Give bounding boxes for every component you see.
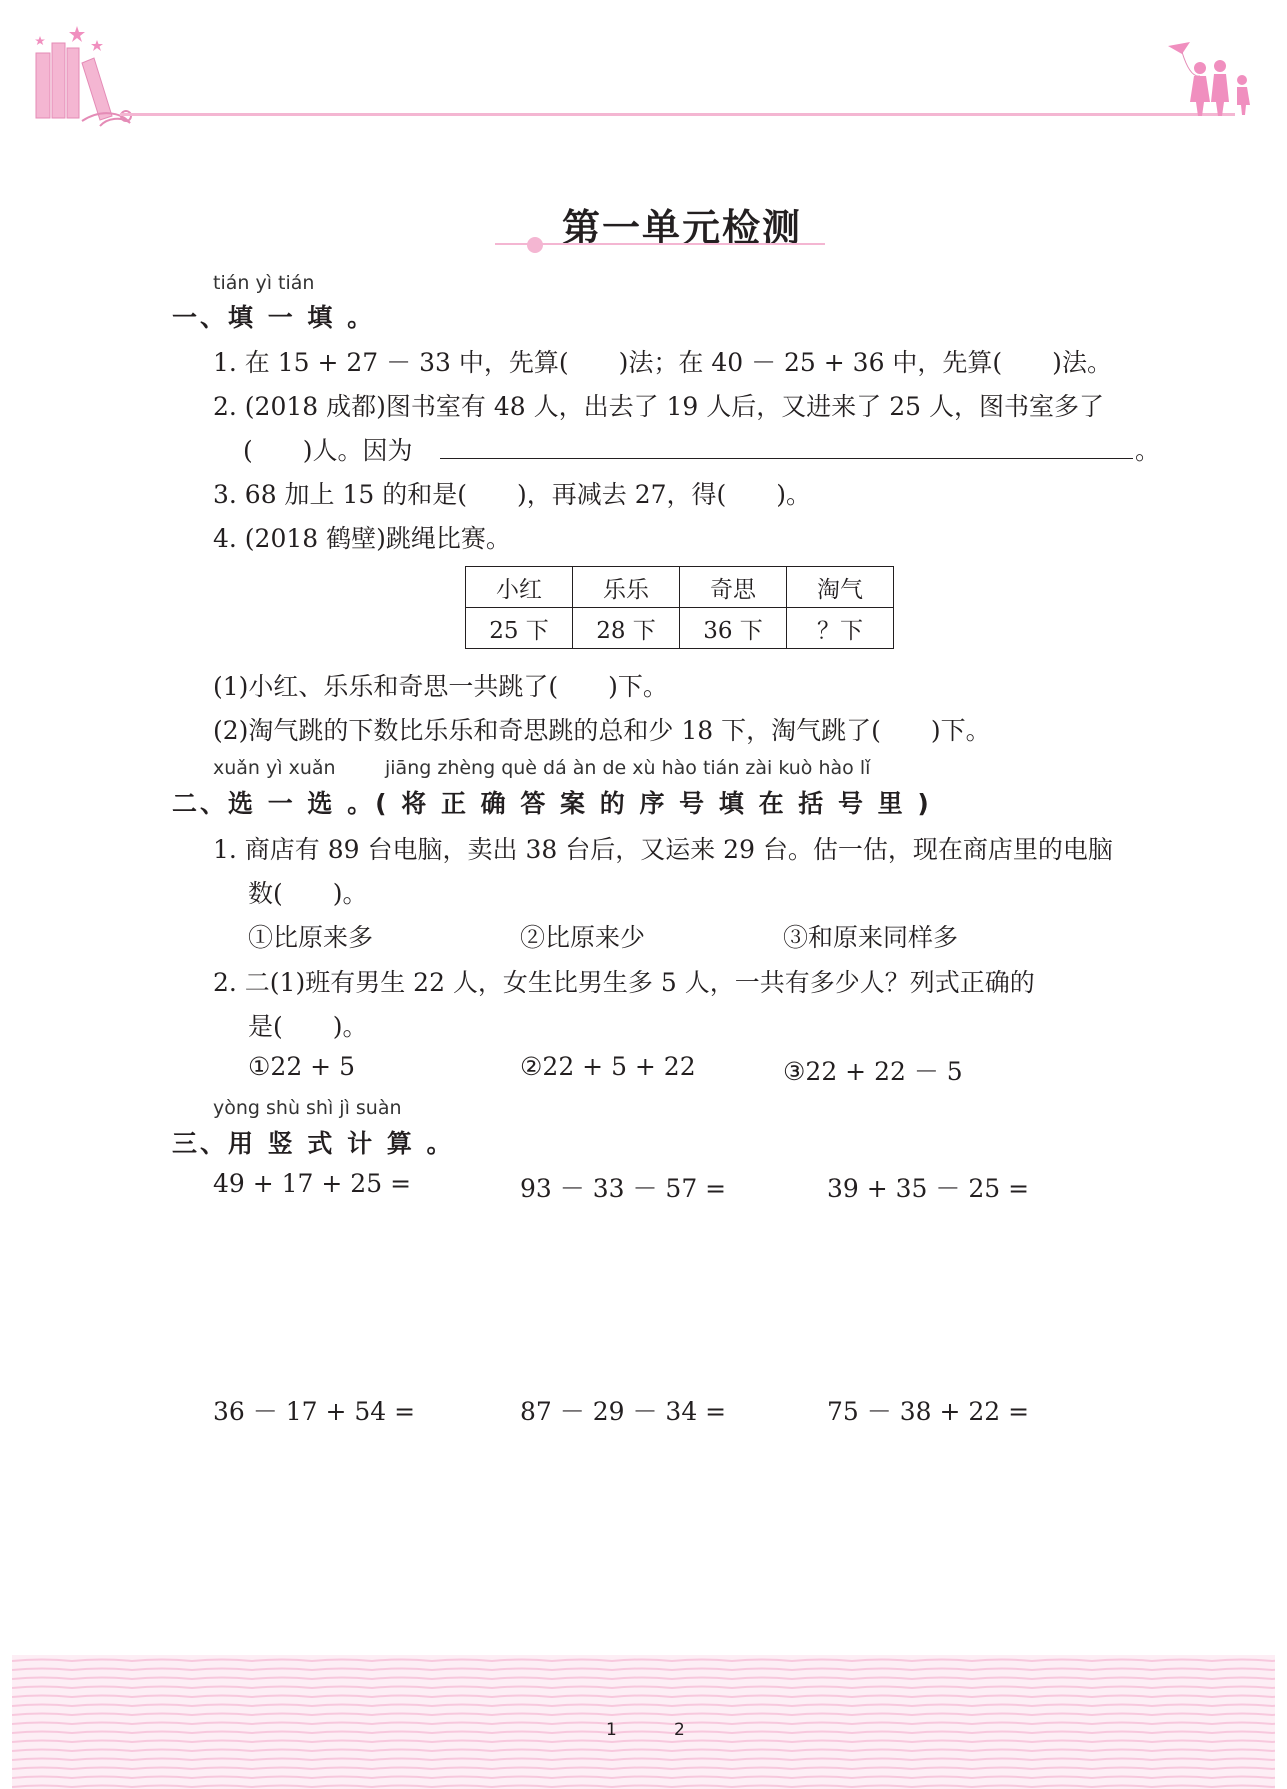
s1-question-3: 3. 68 加上 15 的和是( )，再减去 27，得( )。 (213, 480, 812, 509)
title-underline (495, 236, 825, 256)
table-cell: 28 下 (573, 608, 680, 649)
s2-question-2-line2: 是( )。 (248, 1012, 368, 1041)
table-header: 乐乐 (573, 567, 680, 608)
footer-stripes (12, 1655, 1275, 1789)
s1-question-2-end: 。 (1135, 436, 1161, 465)
page-title: 第一单元检测 (562, 205, 803, 250)
section2-pinyin: xuǎn yì xuǎn (213, 757, 336, 779)
calc-expression: 39 + 35 － 25 = (827, 1174, 1030, 1203)
rope-skipping-table (465, 566, 894, 649)
calc-expression: 87 － 29 － 34 = (520, 1397, 727, 1426)
s1-question-2-line1: 2. (2018 成都)图书室有 48 人，出去了 19 人后，又进来了 25 人，图书室多了 (213, 392, 1104, 421)
s1-question-2-line2: ( )人。因为 (243, 436, 413, 465)
calc-expression: 49 + 17 + 25 = (213, 1169, 412, 1198)
table-header: 奇思 (680, 567, 787, 608)
calc-expression: 75 － 38 + 22 = (827, 1397, 1030, 1426)
s2-q2-option[interactable]: ②22 + 5 + 22 (520, 1052, 696, 1081)
books-decoration-icon (22, 18, 142, 128)
s2-q1-option[interactable]: ③和原来同样多 (783, 923, 959, 952)
s2-q1-option[interactable]: ①比原来多 (248, 923, 374, 952)
answer-line[interactable] (440, 458, 1133, 459)
s1-question-4: 4. (2018 鹤壁)跳绳比赛。 (213, 524, 511, 553)
section2-heading: 二、选 一 选 。( 将 正 确 答 案 的 序 号 填 在 括 号 里 ) (172, 789, 932, 818)
s2-question-1-line2: 数( )。 (248, 879, 368, 908)
table-cell: 36 下 (680, 608, 787, 649)
s1-question-1: 1. 在 15 + 27 － 33 中，先算( )法；在 40 － 25 + 36 中，先算( )法。 (213, 348, 1112, 377)
table-header: 小红 (466, 567, 573, 608)
s2-q2-option[interactable]: ③22 + 22 － 5 (783, 1057, 963, 1086)
section3-heading: 三、用 竖 式 计 算 。 (172, 1129, 455, 1158)
section1-pinyin: tián yì tián (213, 272, 315, 294)
children-kite-icon (1160, 38, 1260, 120)
s2-question-2-line1: 2. 二(1)班有男生 22 人，女生比男生多 5 人，一共有多少人？列式正确的 (213, 968, 1035, 997)
s2-q2-option[interactable]: ①22 + 5 (248, 1052, 355, 1081)
table-cell: 25 下 (466, 608, 573, 649)
header-line (120, 113, 1235, 116)
page-number-right: 2 (674, 1720, 685, 1740)
calc-expression: 93 － 33 － 57 = (520, 1174, 727, 1203)
table-cell: ？下 (787, 608, 894, 649)
section2-pinyin-note: jiāng zhèng què dá àn de xù hào tián zài kuò hào lǐ (385, 757, 871, 779)
s2-q1-option[interactable]: ②比原来少 (520, 923, 646, 952)
calc-expression: 36 － 17 + 54 = (213, 1397, 416, 1426)
table-header: 淘气 (787, 567, 894, 608)
section1-heading: 一、填 一 填 。 (172, 303, 376, 332)
s1-question-4-sub1: (1)小红、乐乐和奇思一共跳了( )下。 (213, 672, 668, 701)
page-number-left: 1 (606, 1720, 617, 1740)
section3-pinyin: yòng shù shì jì suàn (213, 1097, 402, 1119)
s2-question-1-line1: 1. 商店有 89 台电脑，卖出 38 台后，又运来 29 台。估一估，现在商店里的电脑 (213, 835, 1113, 864)
s1-question-4-sub2: (2)淘气跳的下数比乐乐和奇思跳的总和少 18 下，淘气跳了( )下。 (213, 716, 991, 745)
